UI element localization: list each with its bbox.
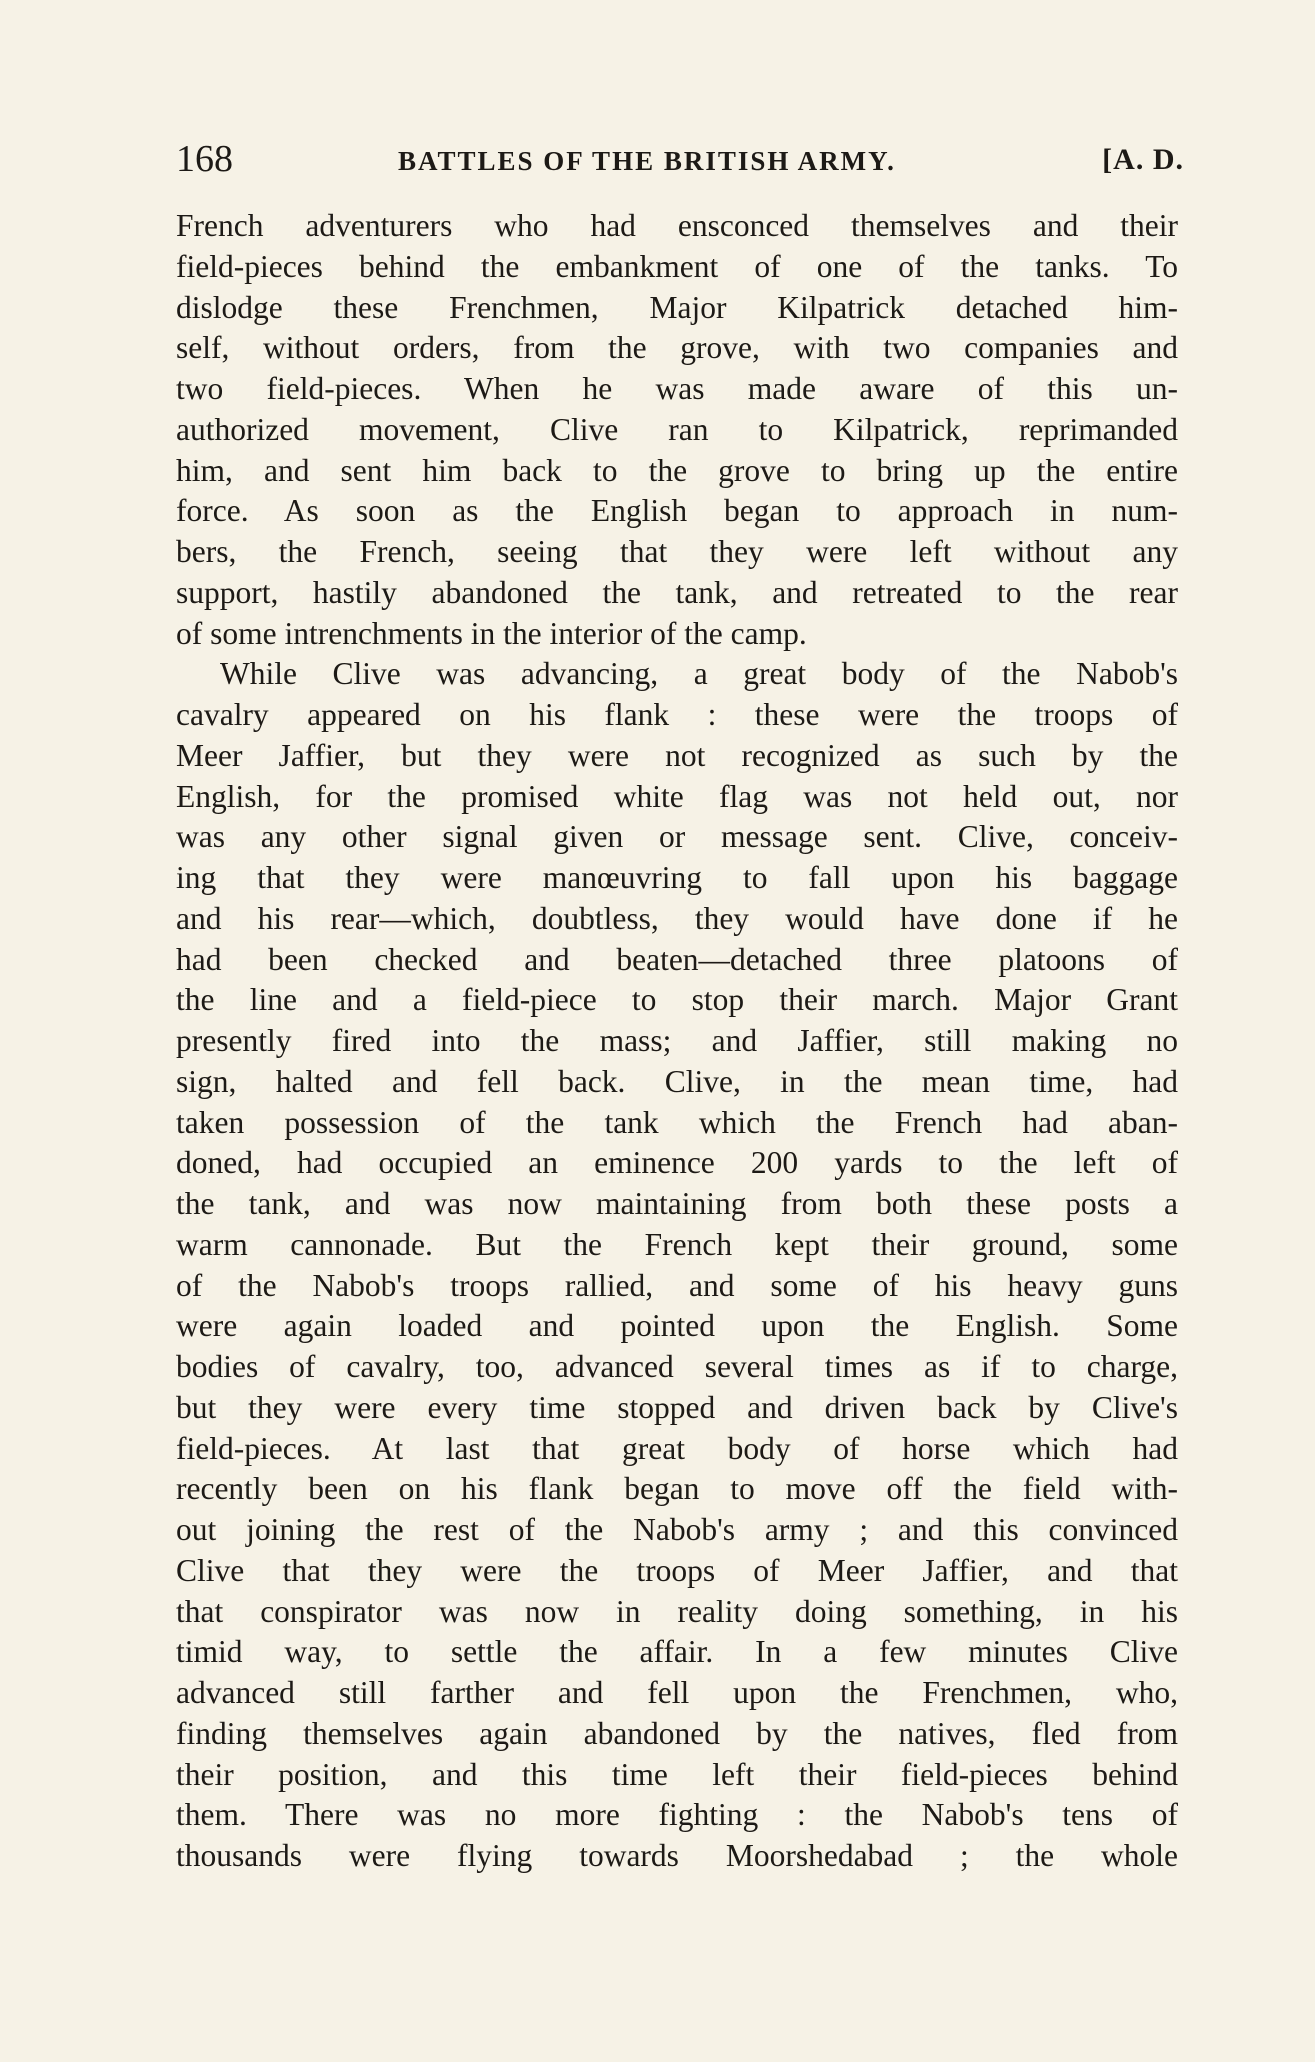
text-line: Clive that they were the troops of Meer Jaffier, and that	[176, 1552, 1178, 1588]
text-line: of the Nabob's troops rallied, and some of his heavy guns	[176, 1267, 1178, 1303]
text-line: warm cannonade. But the French kept their ground, some	[176, 1226, 1178, 1262]
text-line: presently fired into the mass; and Jaffier, still making no	[176, 1023, 1178, 1058]
text-line: dislodge these Frenchmen, Major Kilpatrick detached him-	[176, 289, 1178, 325]
text-line: out joining the rest of the Nabob's army ; and this convinced	[176, 1512, 1178, 1547]
text-line: timid way, to settle the affair. In a few minutes Clive	[176, 1634, 1178, 1670]
text-line: but they were every time stopped and driven back by Clive's	[176, 1389, 1178, 1425]
text-line: bers, the French, seeing that they were left without any	[176, 534, 1178, 569]
text-line: him, and sent him back to the grove to bring up the entire	[176, 452, 1178, 488]
text-line: their position, and this time left their field-pieces behind	[176, 1756, 1178, 1792]
text-line: support, hastily abandoned the tank, and retreated to the rear	[176, 574, 1178, 610]
running-head	[176, 134, 1184, 184]
text-line: doned, had occupied an eminence 200 yards to the left of	[176, 1145, 1178, 1181]
text-line: field-pieces behind the embankment of one of the tanks. To	[176, 248, 1178, 284]
text-line: finding themselves again abandoned by the natives, fled from	[176, 1715, 1178, 1751]
text-line: force. As soon as the English began to approach in num-	[176, 493, 1178, 529]
paragraph-end-line: of some intrenchments in the interior of the camp.	[176, 615, 807, 651]
text-line: were again loaded and pointed upon the English. Some	[176, 1308, 1178, 1344]
text-line: the tank, and was now maintaining from both these posts a	[176, 1186, 1178, 1221]
text-line: was any other signal given or message sent. Clive, conceiv-	[176, 819, 1178, 855]
paragraph-first-line: While Clive was advancing, a great body of the Nabob's	[220, 656, 1178, 692]
running-date: [A. D.	[1102, 143, 1184, 176]
text-line: ing that they were manœuvring to fall upon his baggage	[176, 860, 1178, 895]
body-text	[176, 206, 1178, 1877]
text-line: them. There was no more fighting : the Nabob's tens of	[176, 1797, 1178, 1833]
text-line: had been checked and beaten—detached three platoons of	[176, 941, 1178, 977]
text-line: recently been on his flank began to move off the field with-	[176, 1471, 1178, 1507]
text-line: that conspirator was now in reality doing something, in his	[176, 1593, 1178, 1629]
page-number: 168	[176, 138, 233, 180]
text-line: bodies of cavalry, too, advanced several times as if to charge,	[176, 1349, 1178, 1384]
text-line: two field-pieces. When he was made aware of this un-	[176, 371, 1178, 406]
text-line: thousands were flying towards Moorshedabad ; the whole	[176, 1838, 1178, 1873]
text-line: the line and a field-piece to stop their march. Major Grant	[176, 982, 1178, 1018]
text-line: French adventurers who had ensconced themselves and their	[176, 208, 1178, 243]
text-line: advanced still farther and fell upon the Frenchmen, who,	[176, 1675, 1178, 1710]
text-line: authorized movement, Clive ran to Kilpatrick, reprimanded	[176, 411, 1178, 447]
text-line: Meer Jaffier, but they were not recognized as such by the	[176, 737, 1178, 773]
text-line: and his rear—which, doubtless, they would have done if he	[176, 900, 1178, 936]
text-line: self, without orders, from the grove, with two companies and	[176, 330, 1178, 366]
text-line: field-pieces. At last that great body of horse which had	[176, 1430, 1178, 1466]
text-line: taken possession of the tank which the French had aban-	[176, 1104, 1178, 1140]
text-line: sign, halted and fell back. Clive, in the mean time, had	[176, 1063, 1178, 1099]
text-line: cavalry appeared on his flank : these were the troops of	[176, 697, 1178, 732]
text-line: English, for the promised white flag was not held out, nor	[176, 778, 1178, 814]
running-title: BATTLES OF THE BRITISH ARMY.	[398, 146, 896, 176]
